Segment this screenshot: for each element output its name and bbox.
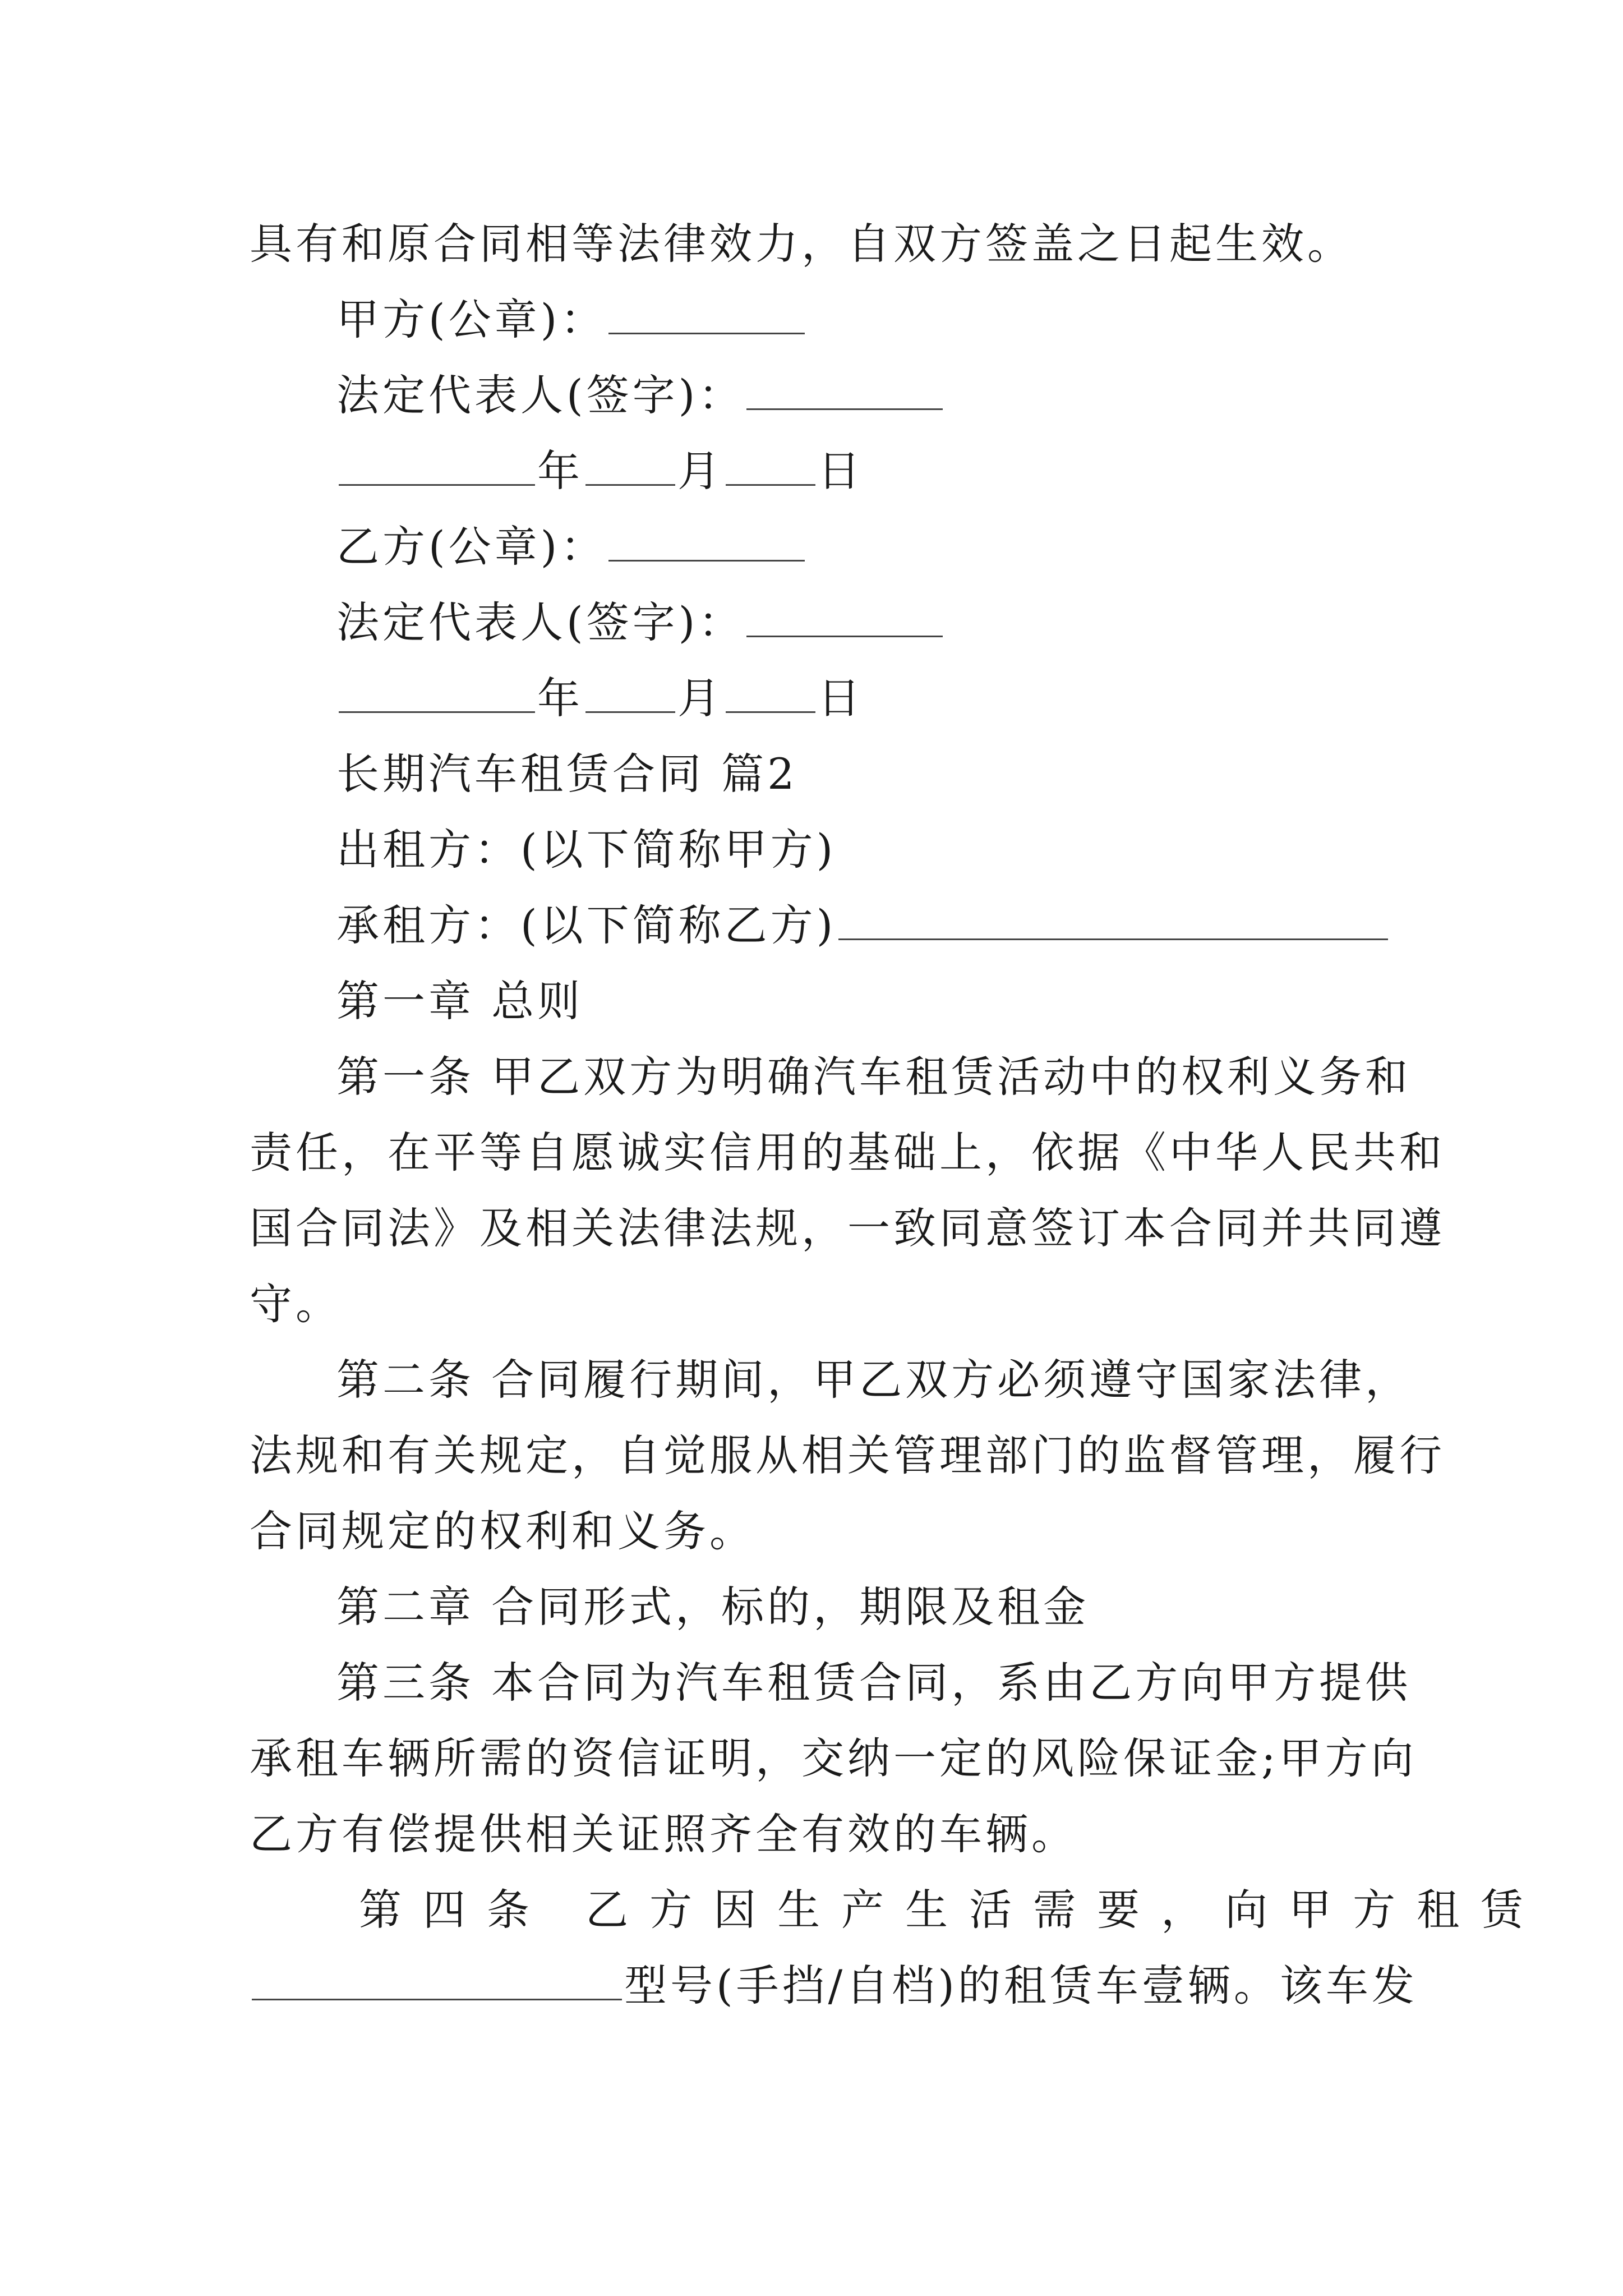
text-line: 第四条 乙方因生产生活需要，向甲方租赁 — [359, 1885, 1545, 1935]
text-line: 承租车辆所需的资信证明，交纳一定的风险保证金;甲方向 — [250, 1733, 1417, 1783]
day-label: 日 — [818, 673, 864, 723]
day-label: 日 — [818, 446, 864, 496]
year-blank — [339, 445, 535, 486]
lessee-line — [336, 898, 1481, 954]
party-a-rep-blank — [746, 369, 943, 410]
vehicle-model-text: 型号(手挡/自档)的租赁车壹辆。该车发 — [624, 1961, 1418, 2010]
text-line: 具有和原合同相等法律效力，自双方签盖之日起生效。 — [250, 219, 1353, 269]
day-blank — [726, 445, 815, 486]
party-a-rep-label: 法定代表人(签字)： — [336, 370, 745, 420]
lessee-blank — [838, 899, 1388, 940]
lessor-line: 出租方：(以下简称甲方) — [336, 825, 837, 875]
party-b-date-line — [336, 670, 1481, 726]
party-a-date-line — [336, 443, 1481, 499]
party-b-seal-line — [336, 519, 1481, 575]
party-b-seal-label: 乙方(公章)： — [336, 522, 607, 572]
party-a-seal-line — [336, 292, 1481, 348]
text-line: 第一条 甲乙双方为明确汽车租赁活动中的权利义务和 — [336, 1052, 1412, 1102]
text-line: 乙方有偿提供相关证照齐全有效的车辆。 — [250, 1809, 1077, 1859]
text-line: 合同规定的权利和义务。 — [250, 1506, 755, 1556]
text-line: 守。 — [250, 1279, 342, 1329]
vehicle-model-line — [250, 1958, 1418, 2014]
month-label: 月 — [677, 446, 723, 496]
text-line: 法规和有关规定，自觉服从相关管理部门的监督管理，履行 — [250, 1430, 1445, 1480]
contract-title: 长期汽车租赁合同 篇2 — [336, 749, 798, 799]
month-blank — [585, 445, 675, 486]
year-blank — [339, 672, 535, 713]
month-label: 月 — [677, 673, 723, 723]
party-a-seal-label: 甲方(公章)： — [336, 295, 607, 344]
party-b-rep-line — [336, 595, 1481, 651]
chapter-heading: 第二章 合同形式，标的，期限及租金 — [336, 1582, 1090, 1632]
party-a-rep-line — [336, 367, 1481, 424]
party-a-seal-blank — [608, 293, 805, 334]
chapter-heading: 第一章 总则 — [336, 976, 584, 1026]
year-label: 年 — [537, 673, 583, 723]
vehicle-model-blank — [252, 1959, 622, 2000]
day-blank — [726, 672, 815, 713]
text-line: 第二条 合同履行期间，甲乙双方必须遵守国家法律， — [336, 1355, 1412, 1405]
party-b-seal-blank — [608, 521, 805, 562]
text-line: 第三条 本合同为汽车租赁合同，系由乙方向甲方提供 — [336, 1658, 1412, 1708]
lessee-label: 承租方：(以下简称乙方) — [336, 900, 837, 950]
party-b-rep-blank — [746, 596, 943, 637]
year-label: 年 — [537, 446, 583, 496]
text-line: 国合同法》及相关法律法规，一致同意签订本合同并共同遵 — [250, 1203, 1445, 1253]
month-blank — [585, 672, 675, 713]
party-b-rep-label: 法定代表人(签字)： — [336, 597, 745, 647]
text-line: 责任，在平等自愿诚实信用的基础上，依据《中华人民共和 — [250, 1128, 1445, 1177]
